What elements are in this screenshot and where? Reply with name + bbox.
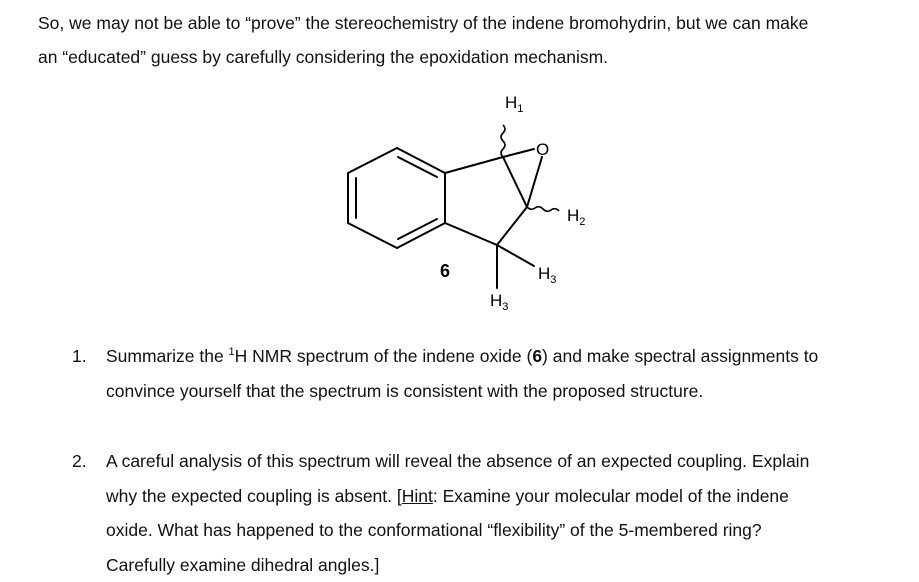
bond — [348, 223, 397, 248]
intro-line-1: So, we may not be able to “prove” the stereochemistry of the indene bromohydrin, but we can make — [38, 13, 809, 33]
question-number: 2. — [72, 451, 87, 471]
question-text — [106, 444, 906, 582]
question-text-part: convince yourself that the spectrum is consistent with the proposed structure. — [106, 380, 704, 401]
epoxide-bond — [527, 157, 542, 207]
bond — [497, 207, 527, 245]
h2-label: $H_2$ — [567, 206, 586, 228]
bond-h3 — [497, 245, 534, 266]
bond — [348, 148, 397, 173]
question-text-part: : Examine your molecular model of the indene — [432, 485, 789, 506]
question-text-part: A careful analysis of this spectrum will reveal the absence of an expected coupling. Explain — [106, 451, 810, 471]
compound-number: 6 — [440, 261, 451, 281]
intro-line-2: an “educated” guess by carefully considering the epoxidation mechanism. — [38, 47, 609, 67]
wavy-bond-h1 — [501, 125, 505, 157]
epoxide-bond — [503, 149, 534, 157]
wavy-bond-h2 — [527, 207, 559, 212]
intro-paragraph — [38, 6, 908, 74]
question-text-part: Carefully examine dihedral angles.] — [106, 554, 380, 575]
question-text-part: H NMR spectrum of the indene oxide ( — [234, 346, 533, 366]
bond — [445, 223, 497, 245]
question-text-part: oxide. What has happened to the conformational “flexibility” of the 5-membered ring? — [106, 520, 762, 540]
h1-label: $H_1$ — [505, 93, 524, 115]
bond — [445, 157, 503, 173]
oxygen-label: O — [536, 140, 550, 159]
double-bond — [398, 157, 437, 177]
compound-ref: 6 — [532, 346, 543, 366]
question-text — [106, 339, 906, 408]
question-number: 1. — [72, 346, 87, 366]
h3-label-right: $H_3$ — [538, 264, 557, 286]
double-bond — [398, 219, 437, 239]
question-text-part: ) and make spectral assignments to — [542, 346, 819, 366]
h3-label-bottom: $H_3$ — [490, 291, 509, 313]
bond — [503, 157, 527, 207]
question-text-part: Summarize the — [106, 346, 229, 366]
hint-label: Hint — [401, 485, 433, 506]
question-text-part: why the expected coupling is absent. [ — [106, 485, 402, 506]
superscript: 1 — [228, 346, 235, 359]
indene-oxide-structure — [330, 86, 630, 316]
